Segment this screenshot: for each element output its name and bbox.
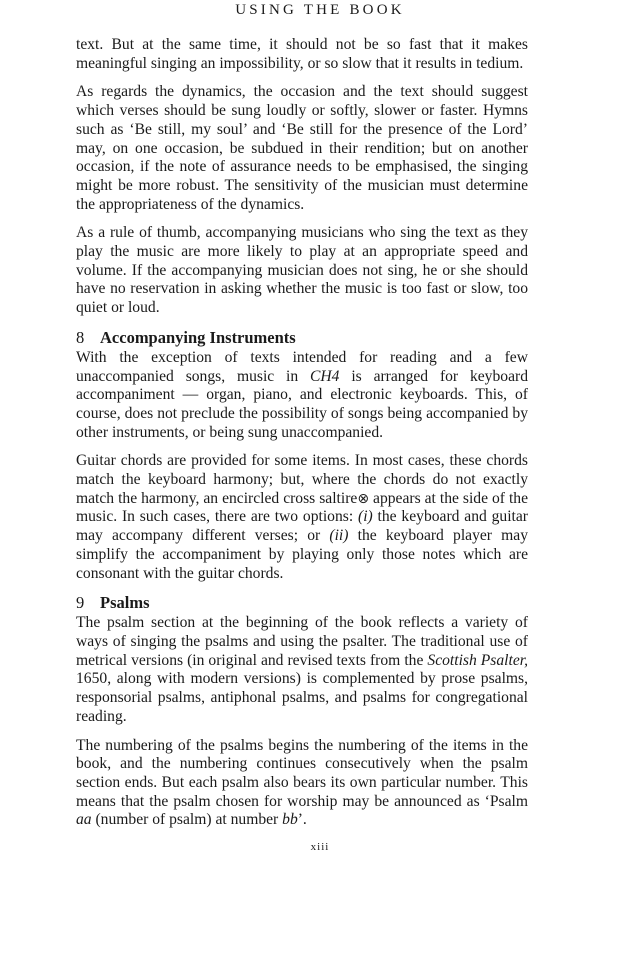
running-head: USING THE BOOK xyxy=(235,2,405,18)
paragraph-guitar-chords: Guitar chords are provided for some items. In most cases, these chords match the keyboard harmony; but, where the chords do not exactly match the harmony, an encircled cross saltire⊗ appears at the side of the music. In such cases, there are two options: (i) the keyboard and guitar may accompany different verses; or (ii) the keyboard player may simplify the accompaniment by playing only those notes which are consonant with the guitar chords. xyxy=(76,452,529,582)
paragraph-keyboard-accompaniment: With the exception of texts intended for reading and a few unaccompanied songs, music in CH4 is arranged for keyboard accompaniment — organ, piano, and electronic keyboards. This, of course, does not preclude the possibility of songs being accompanied by other instruments, or being sung unaccompanied. xyxy=(76,348,528,441)
section-9-heading xyxy=(76,593,528,613)
section-8-title: Accompanying Instruments xyxy=(100,327,296,347)
section-9-number: 9 xyxy=(76,593,85,613)
placeholder-aa: aa xyxy=(76,811,92,829)
section-8-heading xyxy=(76,328,528,348)
scottish-psalter-title: Scottish Psalter, xyxy=(427,651,528,669)
paragraph-psalm-numbering: The numbering of the psalms begins the numbering of the items in the book, and the numbering continues consecutively when the psalm section ends. But each psalm also bears its own particular number. This means that the psalm chosen for worship may be announced as ‘Psalm aa (number of psalm) at number bb’. xyxy=(76,736,528,829)
placeholder-bb: bb xyxy=(282,811,298,829)
page-number: xiii xyxy=(310,841,330,853)
section-9-title: Psalms xyxy=(100,593,150,613)
paragraph-rule-of-thumb: As a rule of thumb, accompanying musicians who sing the text as they play the music are more likely to play at an appropriate speed and volume. If the accompanying musician does not sing, he or she should have no reservation in asking whether the music is too fast or slow, too quiet or loud. xyxy=(76,224,528,317)
paragraph-speed-continued: text. But at the same time, it should not be so fast that it makes meaningful singing an impossibility, or so slow that it results in tedium. xyxy=(76,36,528,72)
page-body xyxy=(76,36,528,840)
ch4-title: CH4 xyxy=(310,367,340,385)
saltire-symbol-icon: ⊗ xyxy=(357,490,370,507)
section-8-number: 8 xyxy=(76,327,85,347)
option-i: (i) xyxy=(358,508,373,526)
option-ii: (ii) xyxy=(329,527,349,545)
paragraph-psalm-section: The psalm section at the beginning of the book reflects a variety of ways of singing the psalms and using the psalter. The traditional use of metrical versions (in original and revised texts from the Scottish Psalter, 1650, along with modern versions) is complemented by prose psalms, responsorial psalms, antiphonal psalms, and psalms for congregational reading. xyxy=(76,614,528,725)
paragraph-dynamics: As regards the dynamics, the occasion and the text should suggest which verses should be sung loudly or softly, slower or faster. Hymns such as ‘Be still, my soul’ and ‘Be still for the presence of the Lord’ may, on one occasion, be subdued in their rendition; but on another occasion, if the note of assurance needs to be emphasised, the singing might be more robust. The sensitivity of the musician must determine the appropriateness of the dynamics. xyxy=(76,83,528,213)
